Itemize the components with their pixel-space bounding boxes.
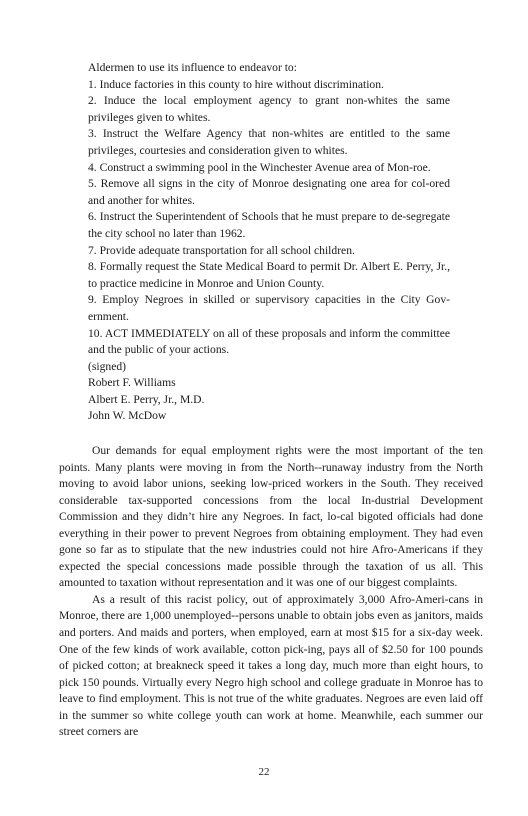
demand-item-7: 7. Provide adequate transportation for all school children. (88, 243, 355, 257)
signatory-2: Albert E. Perry, Jr., M.D. (88, 392, 205, 406)
demand-item-1: 1. Induce factories in this county to hire without discrimination. (88, 77, 384, 91)
demand-item-10: 10. ACT IMMEDIATELY on all of these proposals and inform the committee and the public of your actions. (88, 326, 450, 357)
signatory-1: Robert F. Williams (88, 376, 176, 390)
demands-letter (88, 60, 450, 425)
paragraph-1: Our demands for equal employment rights were the most important of the ten points. Many plants were moving in from the North--runaway industry from the North moving to avoid labor unions, seeking low-priced workers in the South. They received considerable tax-supported concessions from the local In-dustrial Development Commission and they didn’t hire any Negroes. In fact, lo-cal bigoted officials had done everything in their power to prevent Negroes from obtaining employment. They had even gone so far as to stipulate that the new industries could not hire Afro-Americans if they expected the special concessions made possible through the taxation of us all. This amounted to taxation without representation and it was one of our biggest complaints. (59, 444, 483, 590)
demand-item-4: 4. Construct a swimming pool in the Winchester Avenue area of Mon-roe. (88, 160, 431, 174)
paragraph-2: As a result of this racist policy, out of approximately 3,000 Afro-Ameri-cans in Monroe, there are 1,000 unemployed--persons unable to obtain jobs even as janitors, maids and porters. And maids and porters, when employed, earn at most $15 for a six-day week. One of the few kinds of work available, cotton pick-ing, pays all of $2.50 for 100 pounds of picked cotton; at breakneck speed it takes a long day, much more than eight hours, to pick 150 pounds. Virtually every Negro high school and college graduate in Monroe has to leave to find employment. This is not true of the white graduates. Negroes are even laid off in the summer so white college youth can work at home. Meanwhile, each summer our street corners are (59, 592, 483, 739)
demand-item-3: 3. Instruct the Welfare Agency that non-whites are entitled to the same privileges, courtesies and consideration given to whites. (88, 127, 450, 157)
demand-item-5: 5. Remove all signs in the city of Monroe designating one area for col-ored and another for whites. (88, 177, 450, 207)
letter-intro: Aldermen to use its influence to endeavor to: (88, 61, 297, 74)
demand-item-2: 2. Induce the local employment agency to grant non-whites the same privileges given to whites. (88, 94, 450, 124)
signatory-3: John W. McDow (88, 409, 167, 423)
page-number: 22 (258, 766, 270, 778)
demand-item-6: 6. Instruct the Superintendent of Schools that he must prepare to de-segregate the city school no later than 1962. (88, 210, 450, 240)
signed-label: (signed) (88, 359, 126, 373)
demand-item-8: 8. Formally request the State Medical Board to permit Dr. Albert E. Perry, Jr., to practice medicine in Monroe and Union County. (88, 260, 450, 290)
body-text (59, 443, 483, 741)
demand-item-9: 9. Employ Negroes in skilled or supervisory capacities in the City Gov-ernment. (88, 293, 450, 323)
